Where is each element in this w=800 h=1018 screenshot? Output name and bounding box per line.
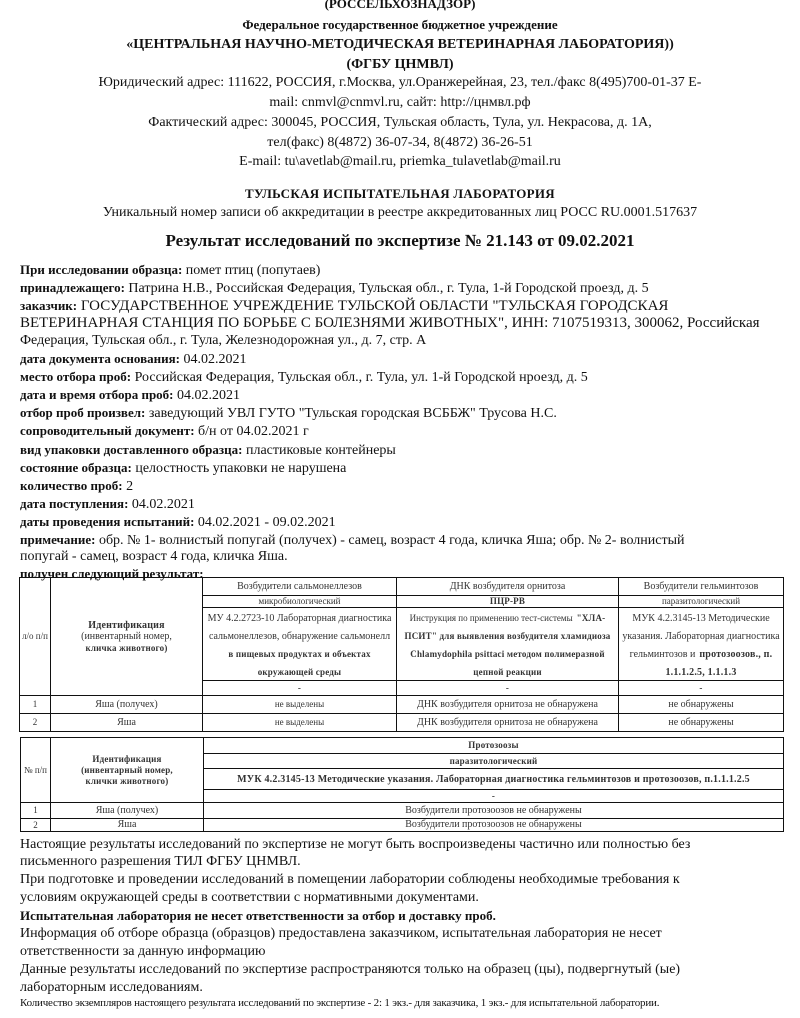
field-note-cont: попугай - самец, возраст 4 года, кличка Яша. — [20, 549, 288, 564]
field-sample: При исследовании образца: помет птиц (попутаев) — [20, 262, 321, 278]
norm-protozoa: - — [204, 790, 784, 803]
field-customer-cont2: Федерация, Тульская обл., г. Тула, Железнодорожная ул., д. 7, стр. А — [20, 333, 427, 348]
lab-email: E-mail: tu\avetlab@mail.ru, priemka_tulavetlab@mail.ru — [239, 154, 561, 169]
legal-address-line1: Юридический адрес: 111622, РОССИЯ, г.Москва, ул.Оранжерейная, 23, тел./факс 8(495)700-01-37 E- — [98, 75, 702, 90]
method-type-pcr: ПЦР-РВ — [397, 596, 619, 608]
field-sampling-date: дата и время отбора проб: 04.02.2021 — [20, 387, 241, 403]
field-test-dates: даты проведения испытаний: 04.02.2021 - 09.02.2021 — [20, 514, 336, 530]
field-sampling-place: место отбора проб: Российская Федерация, Тульская обл., г. Тула, ул. 1-й Городской нроезд, д. 5 — [20, 369, 588, 385]
footer-info-1: Информация об отборе образца (образцов) предоставлена заказчиком, испытательная лаборатория не несет — [20, 926, 662, 941]
col-header-identification: Идентификация (инвентарный номер, кличка животного) — [51, 578, 203, 696]
method-doc-helminths: МУК 4.2.3145-13 Методические указания. Лабораторная диагностика гельминтозов и протозоозов., п. 1.1.1.2.5, 1.1.1.3 — [619, 608, 784, 681]
method-doc-protozoa: МУК 4.2.3145-13 Методические указания. Лабораторная диагностика гельминтозов и протозоозов, п.1.1.1.2.5 — [204, 769, 784, 790]
table-row: 1 Яша (получех) не выделены ДНК возбудителя орнитоза не обнаружена не обнаружены — [20, 696, 784, 714]
results-table-2 — [20, 737, 784, 832]
org-type: Федеральное государственное бюджетное учреждение — [242, 17, 558, 32]
org-short: (ФГБУ ЦНМВЛ) — [346, 57, 454, 72]
field-condition: состояние образца: целостность упаковки не нарушена — [20, 460, 347, 476]
lab-name: ТУЛЬСКАЯ ИСПЫТАТЕЛЬНАЯ ЛАБОРАТОРИЯ — [245, 186, 555, 201]
results-table-1 — [19, 577, 784, 732]
pathogen-protozoa: Протозоозы — [204, 738, 784, 754]
legal-address-line2: mail: cnmvl@cnmvl.ru, сайт: http://цнмвл.рф — [269, 95, 531, 110]
pathogen-helminths: Возбудители гельминтозов — [619, 578, 784, 596]
footer-copies: Количество экземпляров настоящего результата исследований по экспертизе - 2: 1 экз.- для заказчика, 1 экз.- для испытательной лаборатории. — [20, 997, 660, 1009]
actual-address-line1: Фактический адрес: 300045, РОССИЯ, Тульская область, Тула, ул. Некрасова, д. 1А, — [148, 115, 652, 130]
method-doc-ornithosis: Инструкция по применению тест-системы "ХЛА-ПСИТ" для выявления возбудителя хламидиоза Chlamydophila psittaci методом полимеразной цепной реакции — [397, 608, 619, 681]
footer-info-2: ответственности за данную информацию — [20, 944, 266, 959]
footer-reproduction-2: письменного разрешения ТИЛ ФГБУ ЦНМВЛ. — [20, 854, 301, 869]
field-note: примечание: обр. № 1- волнистый попугай (получех) - самец, возраст 4 года, кличка Яша; обр. № 2- волнистый — [20, 532, 685, 548]
org-name: «ЦЕНТРАЛЬНАЯ НАУЧНО-МЕТОДИЧЕСКАЯ ВЕТЕРИНАРНАЯ ЛАБОРАТОРИЯ)) — [126, 37, 674, 52]
field-sampled-by: отбор проб произвел: заведующий УВЛ ГУТО "Тульская городская ВСББЖ" Трусова Н.С. — [20, 405, 557, 421]
field-result-intro: получен следующий результат: — [20, 566, 204, 581]
col-header-identification: Идентификация (инвентарный номер, клички животного) — [51, 738, 204, 803]
norm-ornithosis: - — [397, 681, 619, 696]
field-receipt-date: дата поступления: 04.02.2021 — [20, 496, 195, 512]
field-packaging: вид упаковки доставленного образца: пластиковые контейнеры — [20, 442, 396, 458]
accreditation-number: Уникальный номер записи об аккредитации в реестре аккредитованных лиц РОСС RU.0001.517637 — [102, 205, 698, 220]
table-row: 2 Яша Возбудители протозоозов не обнаружены — [21, 819, 784, 832]
document-title: Результат исследований по экспертизе № 21.143 от 09.02.2021 — [165, 231, 635, 250]
field-sample-count: количество проб: 2 — [20, 478, 134, 494]
footer-conditions-2: условиям окружающей среды в соответствии с нормативными документами. — [20, 890, 479, 905]
table-row: 1 Яша (получех) Возбудители протозоозов не обнаружены — [21, 803, 784, 819]
field-customer-cont1: ВЕТЕРИНАРНАЯ СТАНЦИЯ ПО БОРЬБЕ С БОЛЕЗНЯМИ ЖИВОТНЫХ", ИНН: 7107519313, 300062, Российская — [20, 315, 760, 331]
table-row: 2 Яша не выделены ДНК возбудителя орнитоза не обнаружена не обнаружены — [20, 714, 784, 732]
field-basis-date: дата документа основания: 04.02.2021 — [20, 351, 247, 367]
field-accompanying-doc: сопроводительный документ: б/н от 04.02.2021 г — [20, 423, 309, 439]
col-header-number: л/о п/п — [20, 578, 51, 696]
method-type-parasit: паразитологический — [619, 596, 784, 608]
footer-scope-1: Данные результаты исследований по экспертизе распространяются только на образец (цы), подвергнутый (ые) — [20, 962, 681, 977]
method-type-parasit: паразитологический — [204, 754, 784, 769]
field-customer: заказчик: ГОСУДАРСТВЕННОЕ УЧРЕЖДЕНИЕ ТУЛЬСКОЙ ОБЛАСТИ "ТУЛЬСКАЯ ГОРОДСКАЯ — [20, 298, 669, 314]
footer-responsibility: Испытательная лаборатория не несет ответственности за отбор и доставку проб. — [20, 908, 496, 923]
footer-conditions-1: При подготовке и проведении исследований в помещении лаборатории соблюдены необходимые требования к — [20, 872, 680, 887]
norm-helminths: - — [619, 681, 784, 696]
agency-name: (РОССЕЛЬХОЗНАДЗОР) — [324, 0, 476, 11]
field-owner: принадлежащего: Патрина Н.В., Российская Федерация, Тульская обл., г. Тула, 1-й Городской проезд, д. 5 — [20, 280, 649, 296]
norm-salmonella: - — [203, 681, 397, 696]
col-header-number: № п/п — [21, 738, 51, 803]
actual-address-line2: тел(факс) 8(4872) 36-07-34, 8(4872) 36-26-51 — [267, 135, 533, 150]
pathogen-ornithosis: ДНК возбудителя орнитоза — [397, 578, 619, 596]
method-type-micro: микробиологический — [203, 596, 397, 608]
footer-scope-2: лабораторным исследованиям. — [20, 980, 203, 995]
pathogen-salmonella: Возбудители сальмонеллезов — [203, 578, 397, 596]
footer-reproduction-1: Настоящие результаты исследований по экспертизе не могут быть воспроизведены частично или полностью без — [20, 837, 691, 852]
method-doc-salmonella: МУ 4.2.2723-10 Лабораторная диагностика сальмонеллезов, обнаружение сальмонелл в пищевых продуктах и объектах окружающей среды — [203, 608, 397, 681]
